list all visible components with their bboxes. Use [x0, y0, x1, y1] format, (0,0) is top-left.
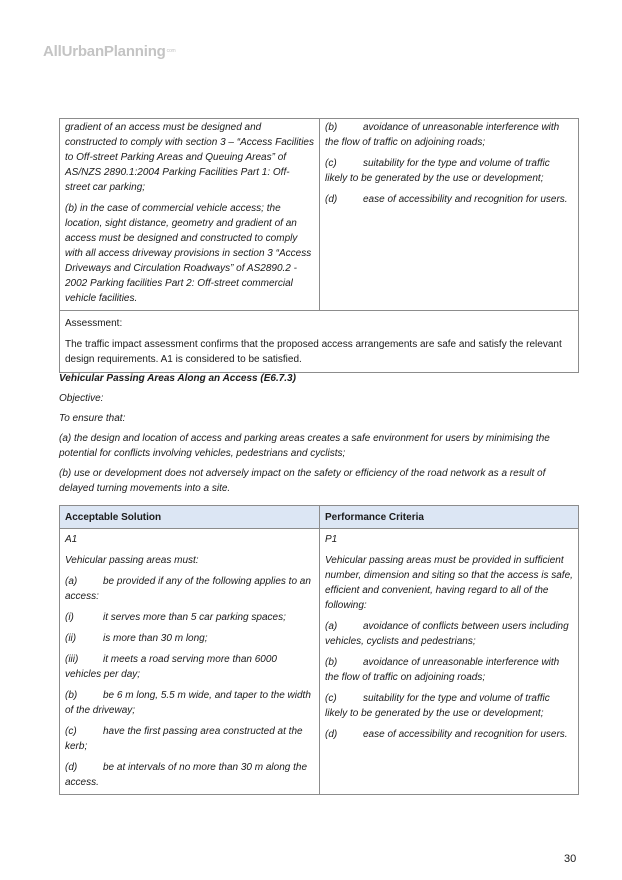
- solution-item: (iii) it meets a road serving more than 6000 vehicles per day;: [65, 654, 277, 680]
- objective-point-a: (a) the design and location of access and parking areas creates a safe environment for users by minimising the potential for conflicts involving vehicles, pedestrians and cyclists;: [59, 433, 550, 459]
- header-acceptable-solution: Acceptable Solution: [60, 506, 320, 529]
- solution-paragraph: gradient of an access must be designed and constructed to comply with section 3 – “Access Facilities to Off-street Parking Areas and Queuing Areas” of AS/NZS 2890.1:2004 Parking Facilities Part 1: Off-street car parking;: [65, 122, 314, 193]
- logo-text: AllUrbanPlanning: [43, 43, 166, 60]
- criteria-item: (b) avoidance of unreasonable interference with the flow of traffic on adjoining roads;: [325, 657, 560, 683]
- solution-item: (a) be provided if any of the following applies to an access:: [65, 576, 311, 602]
- acceptable-solution-cell: [60, 529, 320, 795]
- criteria-intro: Vehicular passing areas must be provided in sufficient number, dimension and siting so that the access is safe, efficient and convenient, having regard to all of the following:: [325, 555, 573, 611]
- criteria-item: (d) ease of accessibility and recognition for users.: [325, 729, 568, 740]
- assessment-cell: [60, 311, 579, 373]
- logo-mark: com: [166, 48, 176, 54]
- solution-paragraph: (b) in the case of commercial vehicle access; the location, sight distance, geometry and gradient of an access must be designed and constructed to comply with all access driveway provisions in section 3 “Access Driveways and Circulation Roadways” of AS2890.2 - 2002 Parking facilities Part 2: Off-street commercial vehicle facilities.: [65, 203, 312, 304]
- criteria-table-continued: [59, 118, 579, 373]
- header-performance-criteria: Performance Criteria: [320, 506, 579, 529]
- criteria-code: P1: [325, 534, 338, 545]
- ensure-label: To ensure that:: [59, 413, 126, 424]
- assessment-text: The traffic impact assessment confirms that the proposed access arrangements are safe and satisfy the relevant design requirements. A1 is considered to be satisfied.: [65, 339, 562, 365]
- section-heading: Vehicular Passing Areas Along an Access (E6.7.3): [59, 373, 296, 384]
- performance-criteria-cell: [320, 119, 579, 311]
- criteria-item: (d) ease of accessibility and recognition for users.: [325, 194, 568, 205]
- section-intro: [59, 371, 581, 501]
- objective-point-b: (b) use or development does not adversely impact on the safety or efficiency of the road network as a result of delayed turning movements into a site.: [59, 468, 546, 494]
- criteria-item: (b) avoidance of unreasonable interference with the flow of traffic on adjoining roads;: [325, 122, 560, 148]
- solution-item: (c) have the first passing area constructed at the kerb;: [65, 726, 303, 752]
- criteria-item: (c) suitability for the type and volume of traffic likely to be generated by the use or development;: [325, 158, 550, 184]
- solution-item: (ii) is more than 30 m long;: [65, 633, 208, 644]
- solution-intro: Vehicular passing areas must:: [65, 555, 199, 566]
- page-number: 30: [564, 853, 577, 865]
- acceptable-solution-cell: [60, 119, 320, 311]
- solution-item: (b) be 6 m long, 5.5 m wide, and taper to the width of the driveway;: [65, 690, 311, 716]
- criteria-item: (c) suitability for the type and volume of traffic likely to be generated by the use or development;: [325, 693, 550, 719]
- objective-label: Objective:: [59, 393, 104, 404]
- solution-item: (i) it serves more than 5 car parking spaces;: [65, 612, 286, 623]
- site-logo: [43, 44, 176, 59]
- solution-item: (d) be at intervals of no more than 30 m along the access.: [65, 762, 308, 788]
- criteria-item: (a) avoidance of conflicts between users including vehicles, cyclists and pedestrians;: [325, 621, 569, 647]
- performance-criteria-cell: [320, 529, 579, 795]
- assessment-label: Assessment:: [65, 318, 123, 329]
- solution-code: A1: [65, 534, 78, 545]
- passing-areas-table: [59, 505, 579, 795]
